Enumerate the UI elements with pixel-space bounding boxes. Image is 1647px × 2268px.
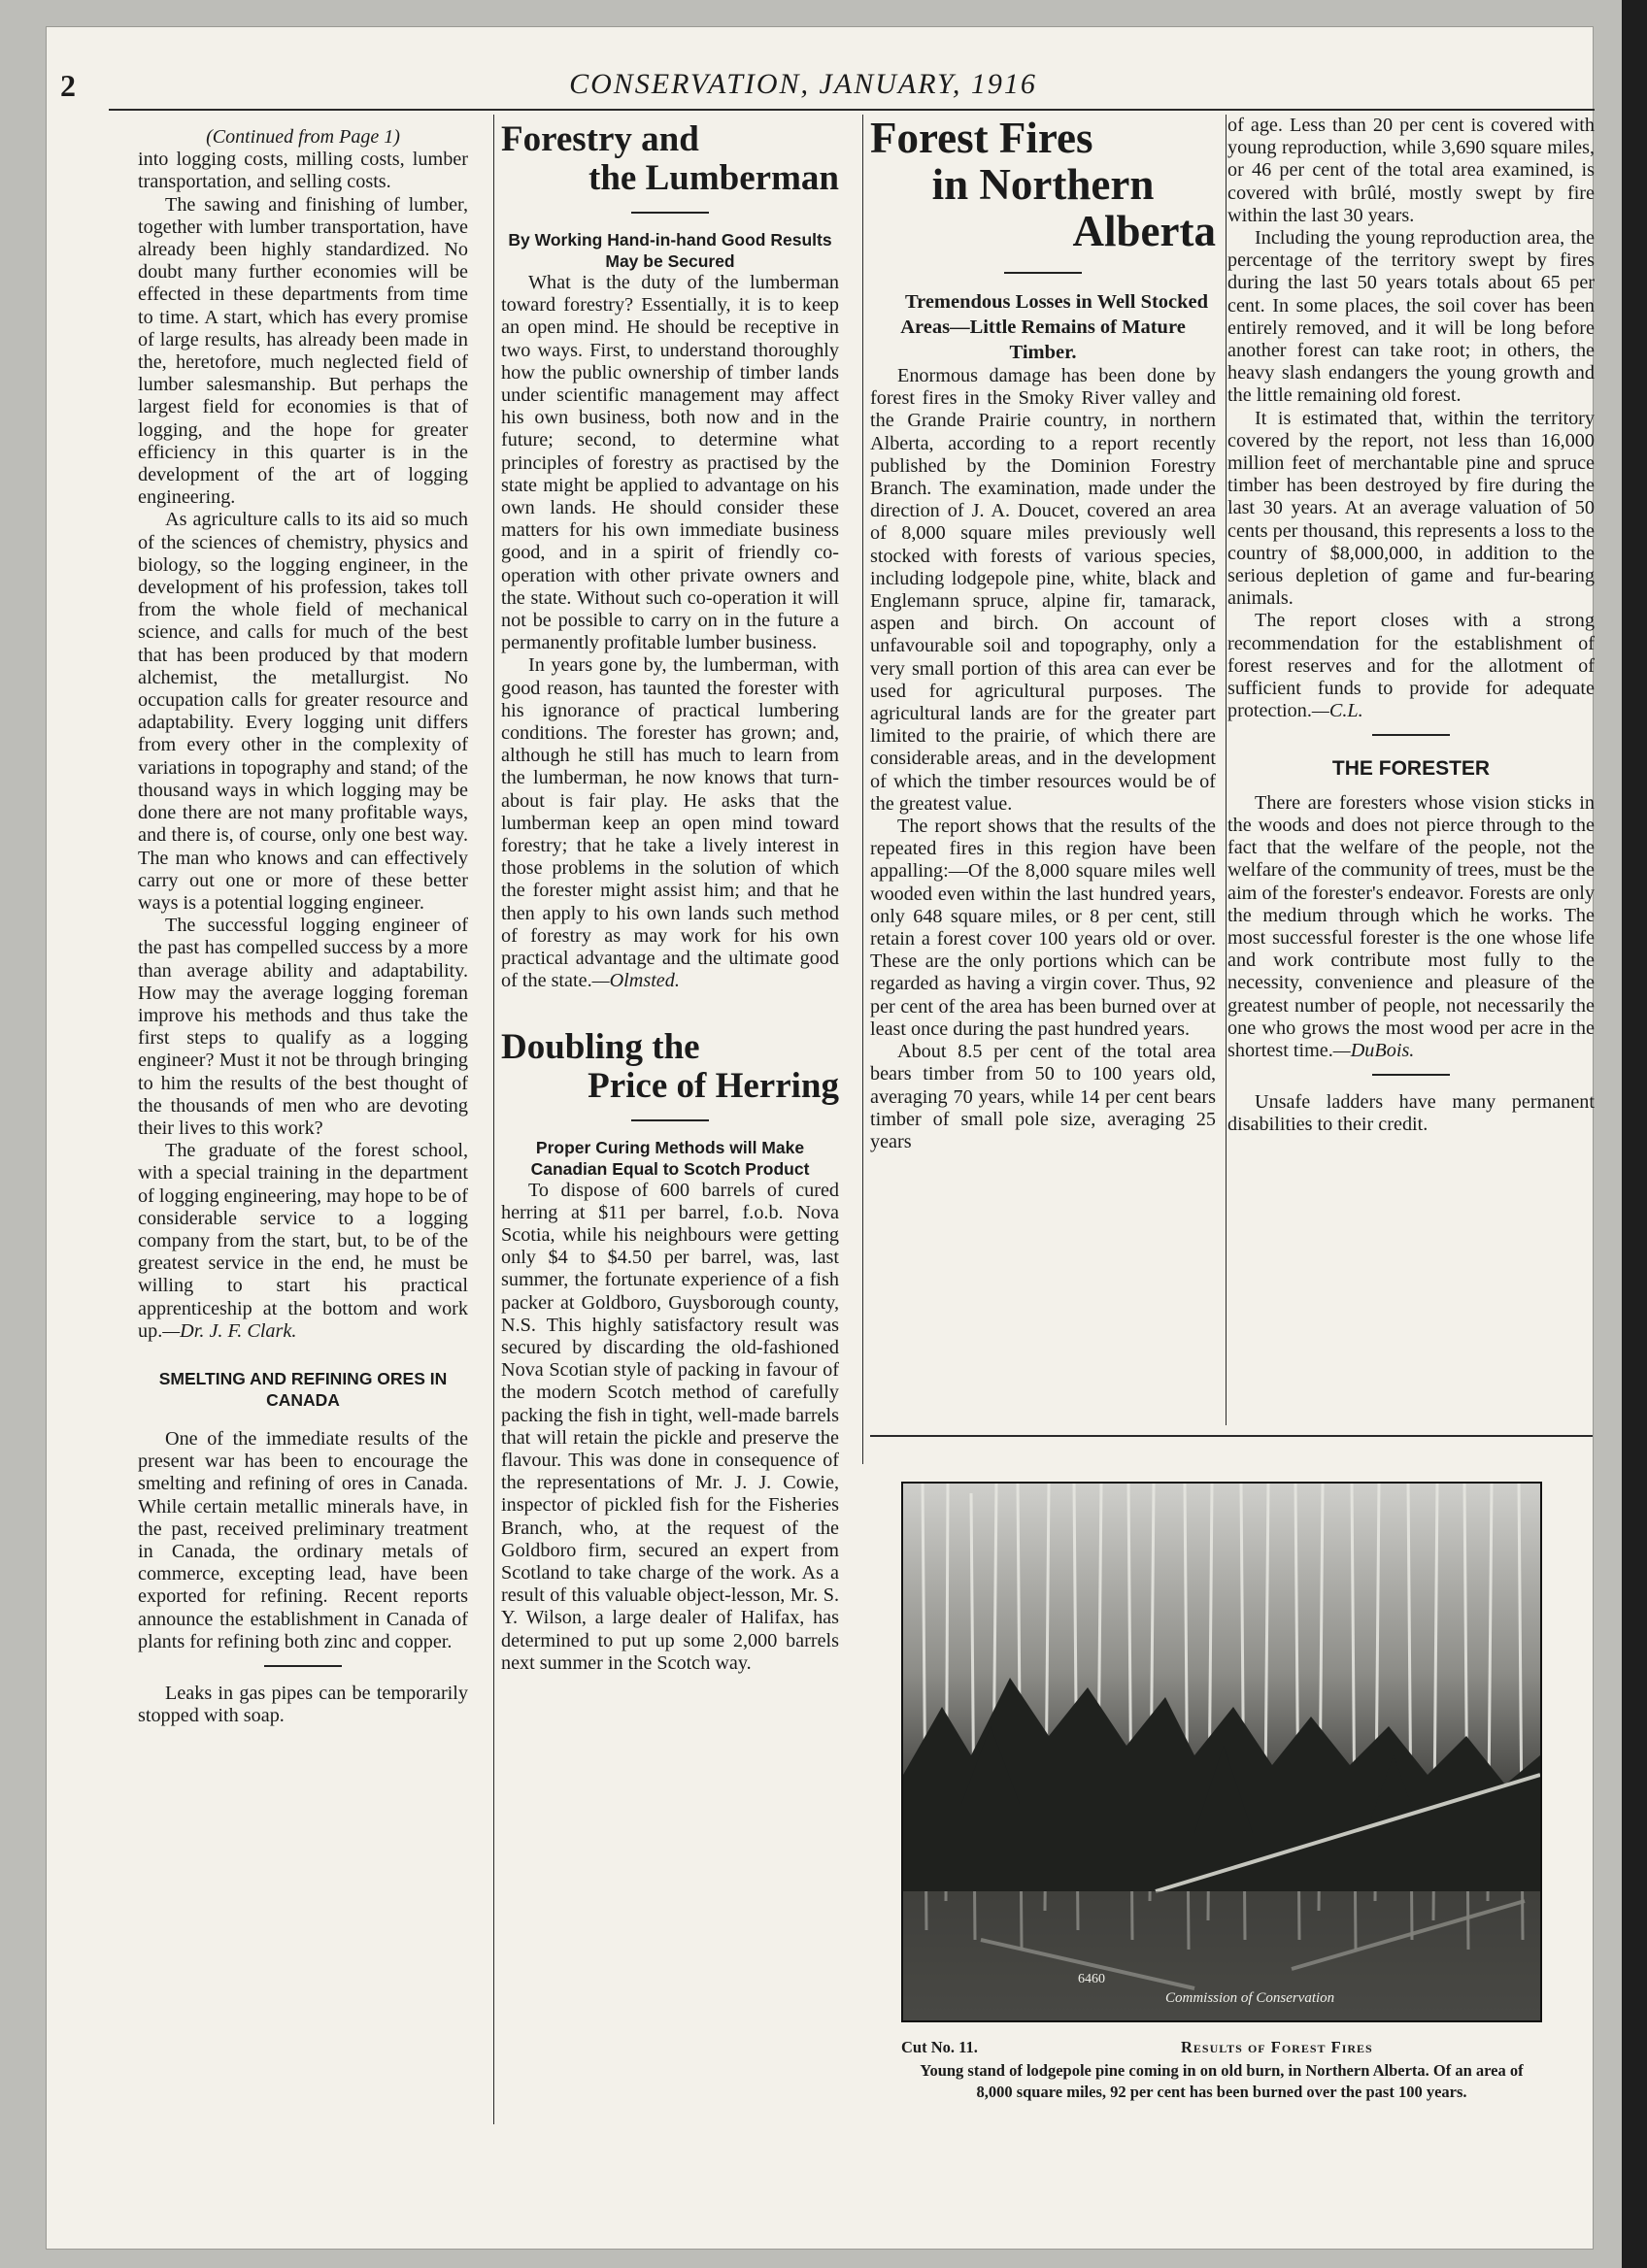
paragraph: One of the immediate results of the present war has been to encourage the smelting and refining of ores in Canada. While certain metallic minerals have, in the past, received preliminary treatment in Canada, the ordinary metals of commerce, excepting lead, have been exported for refining. Recent reports announce the establishment in Canada of plants for refining both zinc and copper. (138, 1427, 468, 1652)
signature: —C.L. (1311, 700, 1363, 722)
caption-text: Young stand of lodgepole pine coming in on old burn, in Northern Alberta. Of an area of 8,000 square miles, 92 per cent has been burned over the past 100 years. (920, 2061, 1524, 2101)
signature: —Olmsted. (591, 970, 680, 992)
headline-line: Forest Fires (870, 115, 1093, 162)
herring-deck: Proper Curing Methods will Make Canadian Equal to Scotch Product (530, 1137, 810, 1179)
paragraph (138, 1140, 468, 1343)
column-divider (1226, 115, 1227, 1425)
paragraph: It is estimated that, within the territory covered by the report, not less than 16,000 million feet of merchantable pine and spruce timber has been destroyed by fire during the last 30 years. At an average valuation of 50 cents per thousand, this represents a loss to the country of $8,000,000, in addition to the serious depletion of game and fur-bearing animals. (1227, 407, 1595, 610)
paragraph: About 8.5 per cent of the total area bears timber from 50 to 100 years old, averaging 70 years, while 14 per cent bears timber of small pole size, averaging 25 years (870, 1041, 1216, 1152)
paragraph: What is the duty of the lumberman toward forestry? Essentially, it is to keep an open mind. He should be receptive in two ways. First, to understand thoroughly how the public ownership of timber lands under scientific management may affect his own business, both now and in the future; second, to determine what principles of forestry as practised by the state might be applied to advantage on his own lands. He should consider these matters for his own immediate business good, and in a spirit of friendly co-operation with other private owners and the state. Without such co-operation it will not be possible to carry on in the future a permanently profitable lumber business. (501, 272, 839, 654)
divider-dash (1372, 1074, 1450, 1076)
headline-line: Price of Herring (588, 1065, 839, 1106)
paragraph: The successful logging engineer of the past has compelled success by a more than average ability and adaptability. How may the average logging foreman improve his methods and thus take the first steps to qualify as a logging engineer? Must it not be through bringing to him the results of the best thought of the thousands of men who are devoting their lives to this work? (138, 915, 468, 1139)
column-4 (1227, 115, 1595, 1425)
burned-forest-image (903, 1484, 1540, 2020)
divider-dash (1004, 272, 1082, 274)
column-2 (501, 120, 839, 2130)
masthead: CONSERVATION, JANUARY, 1916 (569, 68, 1037, 100)
paragraph (1227, 792, 1595, 1062)
forester-heading: THE FORESTER (1331, 757, 1491, 781)
forestry-headline (501, 120, 839, 198)
fires-headline (870, 115, 1216, 254)
forestry-deck: By Working Hand-in-hand Good Results May be Secured (508, 230, 832, 271)
continued-note: (Continued from Page 1) (206, 126, 400, 148)
negative-number: 6460 (1078, 1972, 1105, 1986)
divider-dash (264, 1665, 342, 1667)
paragraph: As agriculture calls to its aid so much of the sciences of chemistry, physics and biology, so the logging engineer, in the development of his profession, takes toll from the whole field of mechanical science, and calls for much of the best that has been produced by that modern alchemist, the metallurgist. No occupation calls for greater resource and adaptability. Every logging unit differs from every other in the complexity of variations in topography and stand; of the thousand ways in which logging may be done there are not many profitable ways, and there is, of course, only one best way. The man who knows and can effectively carry out one or more of these better ways is a potential logging engineer. (138, 509, 468, 914)
scan-edge (1622, 0, 1647, 2268)
page-number: 2 (60, 68, 76, 103)
paragraph: Including the young reproduction area, the percentage of the territory swept by fires during the last 50 years totals about 65 per cent. In some places, the soil cover has been entirely removed, and it will be long before another forest can take root; in others, the heavy slash endangers the young growth and the little remaining old forest. (1227, 227, 1595, 407)
paragraph (1227, 610, 1595, 722)
paragraph-text: The graduate of the forest school, with a special training in the department of logging engineering, may hope to be of considerable service to a logging company from the start, but, to be of the greatest service in the end, he must be willing to start his practical apprenticeship at the bottom and work up. (138, 1140, 468, 1342)
signature: —Dr. J. F. Clark. (162, 1319, 297, 1342)
paragraph: Unsafe ladders have many permanent disabilities to their credit. (1227, 1091, 1595, 1136)
divider-dash (631, 212, 709, 214)
paragraph: The sawing and finishing of lumber, together with lumber transportation, have already been highly standardized. No doubt many further economies will be effected in these departments from time to time. A start, which has every promise of large results, has already been made in the, heretofore, much neglected field of lumber salesmanship. But perhaps the largest field for economies is that of logging, and the hope for greater efficiency in this quarter is in the development of the art of logging engineering. (138, 193, 468, 509)
headline-line: in Northern (931, 160, 1155, 209)
caption-row (901, 2037, 1597, 2060)
cut-label: Cut No. 11. (901, 2038, 978, 2056)
headline-line: Forestry and (501, 120, 699, 159)
headline-line: the Lumberman (588, 158, 839, 198)
column-divider (493, 115, 494, 2124)
column-1 (138, 126, 468, 2126)
headline-line: Doubling the (501, 1026, 700, 1067)
paragraph: into logging costs, milling costs, lumber transportation, and selling costs. (138, 149, 468, 193)
fires-deck: Tremendous Losses in Well Stocked Areas—Little Remains of Mature Timber. (900, 291, 1209, 363)
headline-line: Alberta (1072, 207, 1216, 255)
paragraph-text: In years gone by, the lumberman, with good reason, has taunted the forester with his ignorance of practical lumbering conditions. The forester has grown; and, although he still has much to learn from the lumberman, he now knows that turn-about is fair play. He asks that the lumberman keep an open mind toward forestry; that he take a lively interest in those problems in the solution of which the forester might assist him; and that he then apply to his own lands such method of forestry as may work for his own practical advantage and the ultimate good of the state. (501, 654, 839, 992)
paragraph: of age. Less than 20 per cent is covered with young reproduction, while 3,690 square miles, or 46 per cent of the total area examined, is covered with brûlé, mostly swept by fire within the last 30 years. (1227, 115, 1595, 226)
paragraph: To dispose of 600 barrels of cured herring at $11 per barrel, f.o.b. Nova Scotia, while his neighbours were getting only $4 to $4.50 per barrel, was, last summer, the fortunate experience of a fish packer at Goldboro, Guysborough county, N.S. This highly satisfactory result was secured by discarding the old-fashioned Nova Scotian style of packing in favour of the modern Scotch method of carefully packing the fish in tight, well-made barrels that will retain the pickle and preserve the flavour. This was done in consequence of the representations of Mr. J. J. Cowie, inspector of pickled fish for the Fisheries Branch, who, at the request of the Goldboro firm, secured an expert from Scotland to take charge of the work. As a result of this valuable object-lesson, Mr. S. Y. Wilson, a large dealer of Halifax, has determined to put up some 2,000 barrels next summer in the Scotch way. (501, 1179, 839, 1674)
paragraph-text: There are foresters whose vision sticks in the woods and does not pierce through to the fact that the welfare of the people, not the welfare of the community of trees, must be the aim of the forester's endeavor. Forests are only the medium through which he works. The most successful forester is the one whose life and work contribute most fully to the necessity, convenience and pleasure of the greatest number of people, not necessarily the one who grows the most wood per acre in the shortest time. (1227, 791, 1595, 1061)
photo-caption (901, 2037, 1597, 2103)
divider-dash (631, 1119, 709, 1121)
photo-watermark: Commission of Conservation (1165, 1990, 1335, 2006)
divider-dash (1372, 734, 1450, 736)
page-header (60, 35, 1546, 117)
paragraph-text: The report closes with a strong recommendation for the establishment of forest reserves and for the allotment of sufficient funds to provide for adequate protection. (1227, 610, 1595, 722)
herring-headline (501, 1028, 839, 1106)
column-divider (862, 115, 863, 1464)
smelting-heading: SMELTING AND REFINING ORES IN CANADA (158, 1368, 448, 1410)
header-rule (109, 109, 1595, 111)
forest-fire-photograph (901, 1482, 1542, 2022)
paragraph: The report shows that the results of the repeated fires in this region have been appalling:—Of the 8,000 square miles well wooded even within the last hundred years, only 648 square miles, or 8 per cent, still retain a forest cover 100 years old or over. These are the only portions which can be regarded as having a virgin cover. Thus, 92 per cent of the area has been burned over at least once during the past hundred years. (870, 816, 1216, 1040)
spacer (501, 993, 839, 1028)
column-3 (870, 115, 1216, 1425)
paragraph (501, 654, 839, 992)
paragraph: Leaks in gas pipes can be temporarily stopped with soap. (138, 1683, 468, 1727)
section-rule (870, 1435, 1593, 1437)
caption-title: Results of Forest Fires (1181, 2038, 1373, 2056)
signature: —DuBois. (1332, 1039, 1415, 1061)
paragraph: Enormous damage has been done by forest fires in the Smoky River valley and the Grande Prairie country, in northern Alberta, according to a report recently published by the Dominion Forestry Branch. The examination, made under the direction of J. A. Doucet, covered an area of 8,000 square miles previously well stocked with forests of various species, including lodgepole pine, white, black and Englemann spruce, alpine fir, tamarack, aspen and birch. On account of unfavourable soil and topography, only a very small portion of this area can ever be used for agricultural purposes. The agricultural lands are for the greater part limited to the prairie, of which there are considerable areas, and in the development of which the timber resources would be of the greatest value. (870, 365, 1216, 815)
